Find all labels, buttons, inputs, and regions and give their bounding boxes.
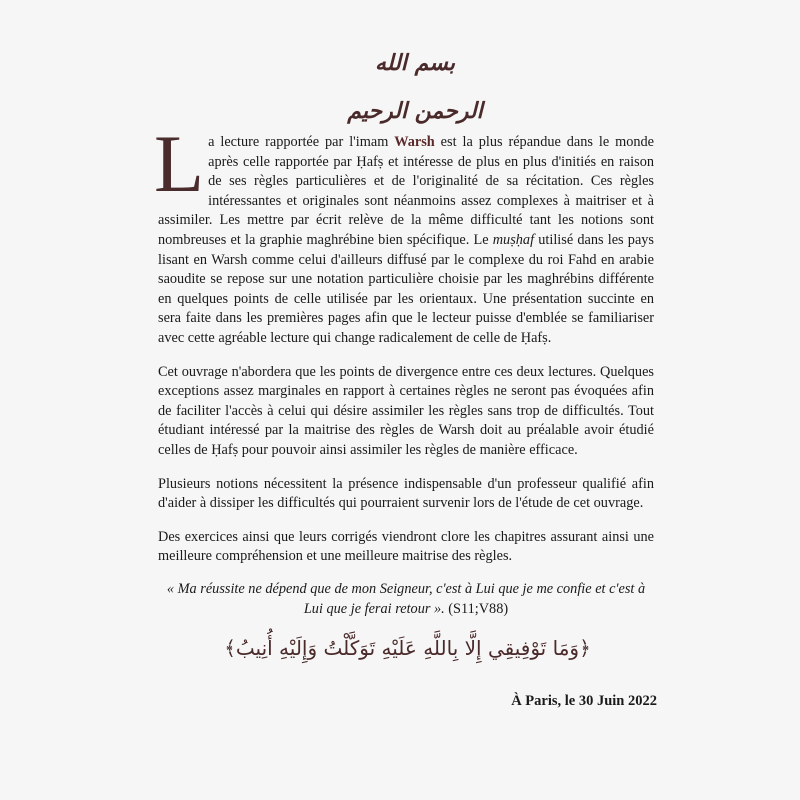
- paragraph-exercises: Des exercices ainsi que leurs corrigés viendront clore les chapitres assurant ainsi une meilleure compréhension et une meilleure maitrise des règles.: [158, 528, 654, 565]
- basmala-calligraphy: بسم الله الرحمن الرحيم: [347, 51, 483, 124]
- arabic-verse: ﴿وَمَا تَوْفِيقِي إِلَّا بِاللَّهِ عَلَيْهِ تَوَكَّلْتُ وَإِلَيْهِ أُنِيبُ﴾: [224, 636, 591, 660]
- mushaf-term: muṣḥaf: [492, 231, 535, 248]
- quote: [158, 580, 654, 619]
- quote-text: « Ma réussite ne dépend que de mon Seigneur, c'est à Lui que je me confie et c'est à Lui que je ferai retour ».: [166, 581, 646, 617]
- paragraph-intro: [154, 118, 654, 349]
- paragraph-divergence: Cet ouvrage n'abordera que les points de divergence entre ces deux lectures. Quelques exceptions assez marginales en rapport à certaines règles ne seront pas évoquées afin de faciliter l'accès à celui qui désire assimiler les règles sans trop de difficultés. Tout étudiant intéressé par la maitrise des règles de Warsh doit au préalable avoir étudié celles de Ḥafṣ pour pouvoir ainsi assimiler les règles de manière efficace.: [158, 363, 654, 458]
- intro-part-c: utilisé dans les pays lisant en Warsh comme celui d'ailleurs diffusé par le complexe du roi Fahd en arabie saoudite se repose sur une notation particulière choisie par les maghrébins différente en quelques points de celle utilisée par les orientaux. Une présentation succinte en sera faite dans les premières pages afin que le lecteur puisse d'emblée se familiariser avec cette agréable lecture qui change radicalement de celle de Ḥafṣ.: [158, 231, 654, 346]
- warsh-emphasis: Warsh: [394, 134, 435, 150]
- intro-part-b: est la plus répandue dans le monde après celle rapportée par Ḥafṣ et intéresse de plus en plus d'initiés en raison de ses règles particulières et de l'originalité de sa récitation. Ces règles intéressantes et originales sont néanmoins assez complexes à maitriser et à assimiler. Les mettre par écrit relève de la même difficulté tant les notions sont nombreuses et la graphie maghrébine bien spécifique. Le: [158, 134, 654, 248]
- body-text: [154, 118, 654, 581]
- quote-reference: (S11;V88): [444, 600, 509, 617]
- drop-cap: L: [154, 118, 205, 209]
- paragraph-teacher: Plusieurs notions nécessitent la présence indispensable d'un professeur qualifié afin d'aider à dissiper les difficultés qui pourraient survenir lors de l'étude de cet ouvrage.: [158, 475, 654, 512]
- intro-part-a: a lecture rapportée par l'imam: [208, 134, 395, 150]
- signature-date: À Paris, le 30 Juin 2022: [511, 693, 657, 709]
